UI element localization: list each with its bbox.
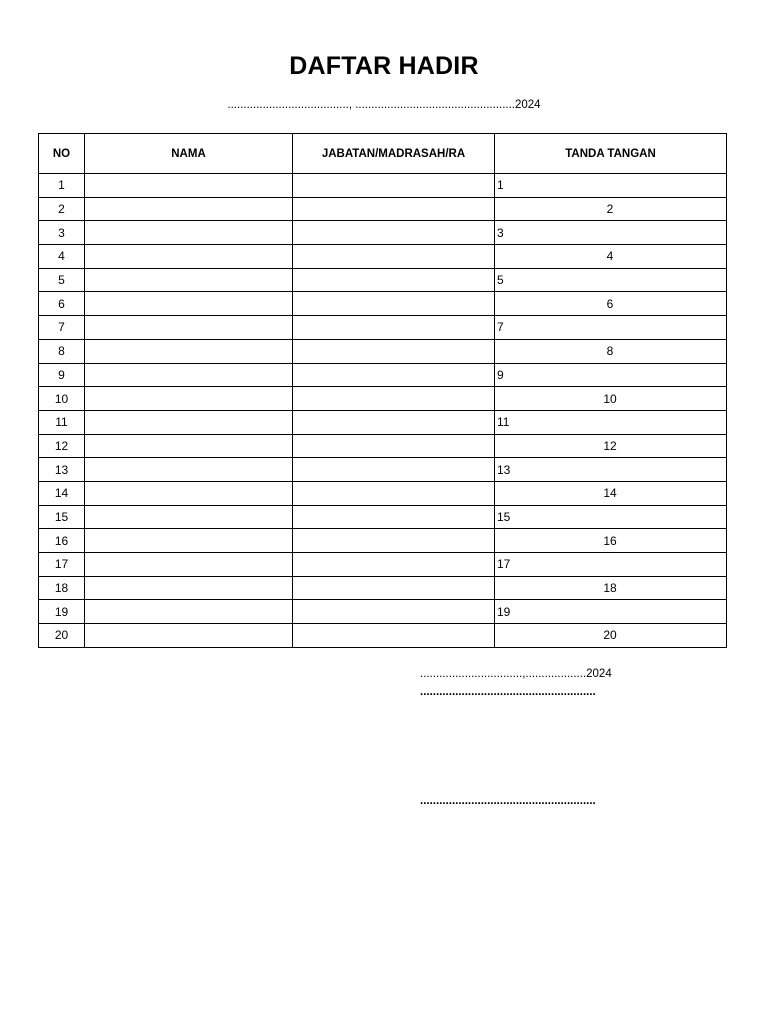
row-number-cell: 6: [39, 292, 85, 316]
row-number-cell: 7: [39, 316, 85, 340]
row-number-cell: 19: [39, 600, 85, 624]
table-row: [39, 529, 727, 553]
jabatan-cell[interactable]: [293, 339, 495, 363]
signature-number: 18: [603, 581, 617, 596]
signature-cell[interactable]: [495, 529, 727, 553]
signature-number: 19: [497, 604, 511, 619]
signature-name-line: .......................................................: [420, 795, 596, 807]
jabatan-cell[interactable]: [293, 553, 495, 577]
nama-cell[interactable]: [85, 197, 293, 221]
table-row: [39, 553, 727, 577]
signature-number: 13: [497, 462, 511, 477]
jabatan-cell[interactable]: [293, 316, 495, 340]
signature-cell[interactable]: [495, 481, 727, 505]
nama-cell[interactable]: [85, 387, 293, 411]
signature-number: 5: [497, 273, 504, 288]
signature-number: 17: [497, 557, 511, 572]
signature-cell[interactable]: [495, 363, 727, 387]
jabatan-cell[interactable]: [293, 624, 495, 648]
nama-cell[interactable]: [85, 481, 293, 505]
signature-number: 6: [606, 296, 614, 311]
signature-number: 14: [603, 486, 617, 501]
header-nama: NAMA: [85, 134, 293, 174]
header-tanda-tangan: TANDA TANGAN: [495, 134, 727, 174]
signature-number: 2: [606, 202, 614, 217]
jabatan-cell[interactable]: [293, 576, 495, 600]
signature-number: 1: [497, 178, 504, 193]
signature-cell[interactable]: [495, 292, 727, 316]
row-number-cell: 4: [39, 245, 85, 269]
signature-number: 12: [603, 438, 617, 453]
nama-cell[interactable]: [85, 174, 293, 198]
table-row: [39, 481, 727, 505]
nama-cell[interactable]: [85, 339, 293, 363]
nama-cell[interactable]: [85, 268, 293, 292]
signature-cell[interactable]: [495, 458, 727, 482]
row-number-cell: 8: [39, 339, 85, 363]
jabatan-cell[interactable]: [293, 434, 495, 458]
signature-number: 10: [603, 391, 617, 406]
table-row: [39, 339, 727, 363]
signature-cell[interactable]: [495, 174, 727, 198]
signature-cell[interactable]: [495, 576, 727, 600]
jabatan-cell[interactable]: [293, 505, 495, 529]
jabatan-cell[interactable]: [293, 387, 495, 411]
nama-cell[interactable]: [85, 245, 293, 269]
signature-number: 16: [603, 533, 617, 548]
jabatan-cell[interactable]: [293, 197, 495, 221]
row-number-cell: 15: [39, 505, 85, 529]
signature-cell[interactable]: [495, 410, 727, 434]
signature-cell[interactable]: [495, 387, 727, 411]
nama-cell[interactable]: [85, 316, 293, 340]
table-row: [39, 410, 727, 434]
signature-role-line: .......................................................: [420, 686, 596, 698]
table-row: [39, 174, 727, 198]
header-row: [39, 134, 727, 174]
jabatan-cell[interactable]: [293, 410, 495, 434]
nama-cell[interactable]: [85, 600, 293, 624]
signature-cell[interactable]: [495, 624, 727, 648]
jabatan-cell[interactable]: [293, 481, 495, 505]
row-number-cell: 12: [39, 434, 85, 458]
row-number-cell: 5: [39, 268, 85, 292]
nama-cell[interactable]: [85, 505, 293, 529]
signature-cell[interactable]: [495, 268, 727, 292]
jabatan-cell[interactable]: [293, 268, 495, 292]
table-row: [39, 268, 727, 292]
signature-number: 4: [606, 249, 614, 264]
signature-cell[interactable]: [495, 316, 727, 340]
nama-cell[interactable]: [85, 458, 293, 482]
signature-cell[interactable]: [495, 600, 727, 624]
row-number-cell: 9: [39, 363, 85, 387]
nama-cell[interactable]: [85, 363, 293, 387]
jabatan-cell[interactable]: [293, 600, 495, 624]
table-row: [39, 363, 727, 387]
attendance-table-body: [39, 174, 727, 648]
table-row: [39, 576, 727, 600]
row-number-cell: 11: [39, 410, 85, 434]
signature-cell[interactable]: [495, 434, 727, 458]
attendance-table-header: [39, 134, 727, 174]
table-row: [39, 505, 727, 529]
signature-number: 8: [606, 344, 614, 359]
signature-cell[interactable]: [495, 339, 727, 363]
jabatan-cell[interactable]: [293, 363, 495, 387]
page-title: DAFTAR HADIR: [289, 52, 479, 80]
row-number-cell: 17: [39, 553, 85, 577]
jabatan-cell[interactable]: [293, 292, 495, 316]
row-number-cell: 13: [39, 458, 85, 482]
signature-number: 7: [497, 320, 504, 335]
signature-cell[interactable]: [495, 221, 727, 245]
row-number-cell: 10: [39, 387, 85, 411]
nama-cell[interactable]: [85, 529, 293, 553]
signature-number: 20: [603, 628, 617, 643]
jabatan-cell[interactable]: [293, 245, 495, 269]
attendance-table: [38, 133, 727, 648]
table-row: [39, 458, 727, 482]
signature-number: 15: [497, 509, 511, 524]
jabatan-cell[interactable]: [293, 458, 495, 482]
place-date-line: ......................................, ..................................................2024: [227, 99, 541, 111]
table-row: [39, 292, 727, 316]
table-row: [39, 434, 727, 458]
nama-cell[interactable]: [85, 292, 293, 316]
signature-cell[interactable]: [495, 245, 727, 269]
table-row: [39, 316, 727, 340]
table-row: [39, 221, 727, 245]
table-row: [39, 600, 727, 624]
signature-place-date: ................................,...................2024: [420, 668, 612, 680]
row-number-cell: 18: [39, 576, 85, 600]
header-no: NO: [39, 134, 85, 174]
row-number-cell: 20: [39, 624, 85, 648]
signature-number: 9: [497, 367, 504, 382]
nama-cell[interactable]: [85, 624, 293, 648]
table-row: [39, 197, 727, 221]
row-number-cell: 16: [39, 529, 85, 553]
signature-cell[interactable]: [495, 197, 727, 221]
table-row: [39, 245, 727, 269]
nama-cell[interactable]: [85, 221, 293, 245]
nama-cell[interactable]: [85, 410, 293, 434]
table-row: [39, 387, 727, 411]
nama-cell[interactable]: [85, 434, 293, 458]
signature-number: 11: [497, 415, 510, 430]
row-number-cell: 1: [39, 174, 85, 198]
row-number-cell: 2: [39, 197, 85, 221]
nama-cell[interactable]: [85, 553, 293, 577]
signature-cell[interactable]: [495, 505, 727, 529]
table-row: [39, 624, 727, 648]
jabatan-cell[interactable]: [293, 221, 495, 245]
nama-cell[interactable]: [85, 576, 293, 600]
jabatan-cell[interactable]: [293, 174, 495, 198]
header-jabatan: JABATAN/MADRASAH/RA: [293, 134, 495, 174]
signature-number: 3: [497, 225, 504, 240]
jabatan-cell[interactable]: [293, 529, 495, 553]
row-number-cell: 14: [39, 481, 85, 505]
signature-cell[interactable]: [495, 553, 727, 577]
row-number-cell: 3: [39, 221, 85, 245]
